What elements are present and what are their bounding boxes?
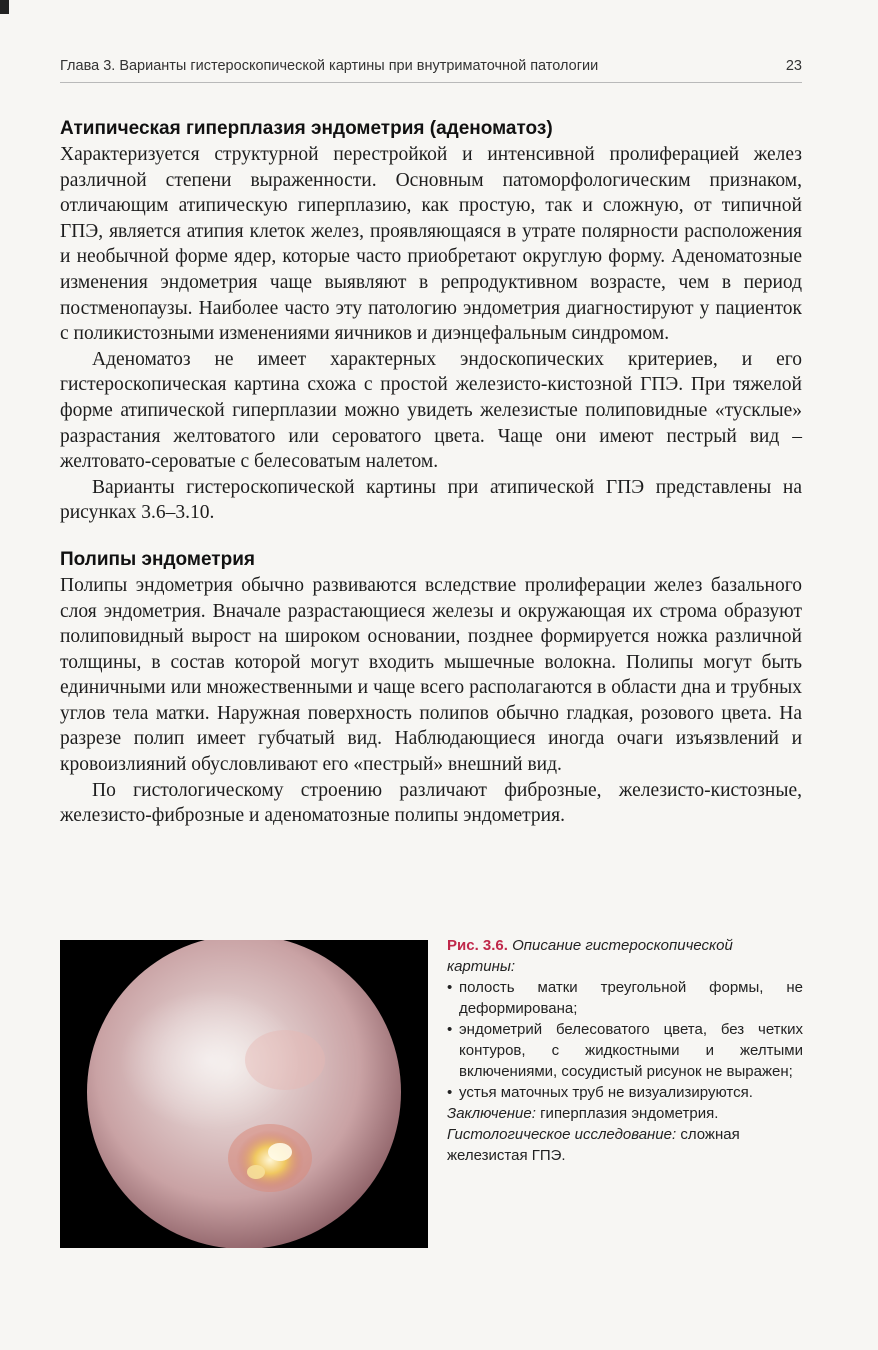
list-item (447, 1019, 803, 1082)
hysteroscopy-image (60, 940, 428, 1248)
paragraph: По гистологическому строению различают фиброзные, железисто-кистозные, железисто-фиброзные и аденоматозные полипы эндометрия. (60, 779, 802, 827)
caption-list (447, 977, 803, 1103)
bullet: • (447, 1021, 453, 1038)
bullet: • (447, 979, 453, 996)
caption-title (447, 935, 803, 977)
running-header (60, 56, 802, 83)
list-item-text: устья маточных труб не визуализируются. (459, 1084, 753, 1101)
paragraph: Варианты гистероскопической картины при атипической ГПЭ представлены на рисунках 3.6–3.10. (60, 476, 802, 524)
histology (447, 1124, 803, 1166)
list-item (447, 1082, 803, 1103)
paragraph: Полипы эндометрия обычно развиваются вследствие пролиферации желез базального слоя эндометрия. Вначале разрастающиеся железы и окружающая их строма образуют полиповидный вырост на широком основании, позднее формируется ножка различной толщины, в состав которой могут входить мышечные волокна. Полипы могут быть единичными или множественными и чаще всего располагаются в области дна и трубных углов тела матки. Наружная поверхность полипов обычно гладкая, розового цвета. На разрезе полип имеет губчатый вид. Наблюдающиеся иногда очаги изъязвлений и кровоизлияний обусловливают его «пестрый» внешний вид. (60, 574, 802, 776)
conclusion-label: Заключение: (447, 1105, 536, 1122)
figure-number: Рис. 3.6. (447, 937, 508, 954)
conclusion-text: гиперплазия эндометрия. (535, 1105, 719, 1122)
section-heading-polyps: Полипы эндометрия (60, 548, 255, 570)
figure-caption (447, 935, 803, 1166)
section-heading-atypical-hyperplasia: Атипическая гиперплазия эндометрия (аденоматоз) (60, 118, 553, 139)
page-number: 23 (785, 58, 802, 74)
hysteroscopy-photo (60, 940, 428, 1248)
paragraph: Аденоматоз не имеет характерных эндоскопических критериев, и его гистероскопическая картина схожа с простой железисто-кистозной ГПЭ. При тяжелой форме атипической гиперплазии можно увидеть железистые полиповидные «тусклые» разрастания желтоватого или сероватого цвета. Чаще они имеют пестрый вид – желтовато-сероватые с белесоватым налетом. (60, 348, 802, 473)
figure-description: Описание гистероскопической картины: (447, 937, 733, 975)
list-item (447, 977, 803, 1019)
chapter-title: Глава 3. Варианты гистероскопической картины при внутриматочной патологии (60, 58, 599, 74)
paragraph: Характеризуется структурной перестройкой и интенсивной пролиферацией желез различной степени выраженности. Основным патоморфологическим признаком, отличающим атипическую гиперплазию, как простую, так и сложную, от типичной ГПЭ, является атипия клеток желез, проявляющаяся в утрате полярности расположения и необычной форме ядер, которые часто приобретают округлую форму. Аденоматозные изменения эндометрия чаще выявляют в репродуктивном возрасте, чем в период постменопаузы. Наиболее часто эту патологию эндометрия диагностируют у пациенток с поликистозными изменениями яичников и диэнцефальным синдромом. (60, 144, 802, 345)
list-item-text: полость матки треугольной формы, не деформирована; (459, 979, 803, 1017)
conclusion (447, 1103, 803, 1124)
bullet: • (447, 1084, 453, 1101)
main-text (60, 116, 802, 829)
corner-mark (0, 0, 9, 14)
histology-text: сложная железистая ГПЭ. (447, 1126, 740, 1164)
histology-label: Гистологическое исследование: (447, 1126, 677, 1143)
list-item-text: эндометрий белесоватого цвета, без четких контуров, с жидкостными и желтыми включениями, сосудистый рисунок не выражен; (459, 1021, 803, 1080)
